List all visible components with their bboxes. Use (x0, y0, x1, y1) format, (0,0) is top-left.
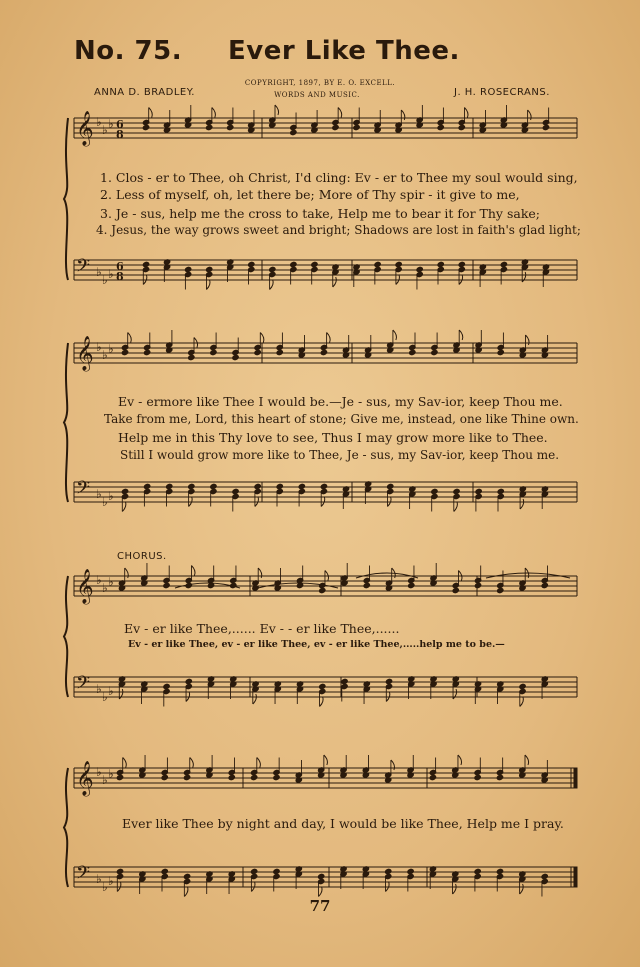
note-flag (333, 277, 337, 287)
note-head (496, 774, 503, 780)
note-head (269, 266, 276, 272)
verse-1-line: 1. Clos - er to Thee, oh Christ, I'd cling: Ev - er to Thee my soul would sing, (100, 170, 578, 185)
flat-sign-icon: ♭ (102, 348, 108, 362)
flat-sign-icon: ♭ (102, 123, 108, 137)
hymn-number: No. 75. (74, 36, 183, 66)
treble-clef-icon: 𝄞 (76, 111, 94, 146)
note-head (437, 261, 444, 267)
note-head (116, 774, 123, 780)
note-flag (206, 280, 210, 290)
note-head (374, 261, 381, 267)
note-head (458, 124, 465, 130)
flat-sign-icon: ♭ (102, 495, 108, 509)
final-lyric: Ever like Thee by night and day, I would be like Thee, Help me I pray. (122, 816, 564, 831)
note-head (228, 774, 235, 780)
note-head (144, 349, 151, 355)
note-head (409, 349, 416, 355)
note-head (341, 678, 348, 684)
note-flag (464, 108, 468, 118)
note-flag (191, 566, 195, 576)
treble-clef-icon: 𝄞 (76, 336, 94, 371)
note-head (185, 266, 192, 272)
note-head (474, 868, 481, 874)
note-head (437, 124, 444, 130)
note-head (385, 868, 392, 874)
flat-sign-icon: ♭ (102, 690, 108, 704)
note-head (363, 582, 370, 588)
note-flag (338, 108, 342, 118)
note-head (320, 483, 327, 489)
note-head (183, 774, 190, 780)
verse-2-line-2: Take from me, Lord, this heart of stone; Give me, instead, one like Thine own. (104, 412, 579, 426)
verse-1-line-2: Ev - ermore like Thee I would be.—Je - sus, my Sav-ior, keep Thou me. (118, 394, 563, 409)
time-signature-top: 6 (116, 260, 124, 273)
note-head (500, 261, 507, 267)
note-head (142, 124, 149, 130)
note-head (416, 266, 423, 272)
note-head (227, 124, 234, 130)
note-head (290, 129, 297, 135)
note-head (206, 266, 213, 272)
note-head (541, 873, 548, 879)
flat-sign-icon: ♭ (108, 117, 114, 131)
note-head (387, 483, 394, 489)
note-head (496, 868, 503, 874)
note-head (519, 683, 526, 689)
note-flag (318, 887, 322, 897)
verse-4-line: 4. Jesus, the way grows sweet and bright; Shadows are lost in faith's glad light; (96, 223, 581, 237)
treble-clef-icon: 𝄞 (76, 569, 94, 604)
note-head (276, 349, 283, 355)
note-flag (128, 333, 132, 343)
note-flag (122, 502, 126, 512)
bass-clef-icon: 𝄢 (76, 673, 91, 698)
time-signature-bottom: 8 (116, 128, 124, 141)
note-flag (190, 758, 194, 768)
flat-sign-icon: ♭ (96, 872, 102, 886)
note-head (332, 124, 339, 130)
note-flag (520, 884, 524, 894)
note-head (276, 483, 283, 489)
time-signature-bottom: 8 (116, 270, 124, 283)
flat-sign-icon: ♭ (102, 773, 108, 787)
chorus-label: CHORUS. (117, 551, 167, 562)
note-flag (320, 697, 324, 707)
flat-sign-icon: ♭ (108, 267, 114, 281)
note-flag (393, 330, 397, 340)
note-head (497, 587, 504, 593)
note-head (142, 261, 149, 267)
note-head (166, 483, 173, 489)
note-flag (212, 108, 216, 118)
note-head (395, 261, 402, 267)
note-flag (253, 694, 257, 704)
note-head (116, 868, 123, 874)
note-head (497, 349, 504, 355)
note-head (431, 349, 438, 355)
note-head (541, 582, 548, 588)
note-head (251, 774, 258, 780)
flat-sign-icon: ♭ (108, 767, 114, 781)
flat-sign-icon: ♭ (96, 765, 102, 779)
note-head (353, 124, 360, 130)
note-head (497, 488, 504, 494)
note-head (210, 349, 217, 355)
note-head (318, 873, 325, 879)
treble-clef-icon: 𝄞 (76, 761, 94, 796)
note-head (254, 349, 261, 355)
flat-sign-icon: ♭ (108, 342, 114, 356)
flat-sign-icon: ♭ (102, 880, 108, 894)
note-flag (260, 333, 264, 343)
note-head (453, 488, 460, 494)
bass-clef-icon: 𝄢 (76, 863, 91, 888)
note-head (298, 483, 305, 489)
note-head (431, 488, 438, 494)
time-signature-top: 6 (116, 118, 124, 131)
flat-sign-icon: ♭ (96, 265, 102, 279)
note-head (542, 124, 549, 130)
note-head (385, 678, 392, 684)
system-brace (64, 768, 68, 887)
note-head (319, 683, 326, 689)
flat-sign-icon: ♭ (96, 682, 102, 696)
note-head (183, 873, 190, 879)
flat-sign-icon: ♭ (102, 581, 108, 595)
note-flag (324, 755, 328, 765)
verse-3-line-2: Help me in this Thy love to see, Thus I may grow more like to Thee. (118, 430, 548, 445)
note-head (232, 354, 239, 360)
flat-sign-icon: ♭ (108, 489, 114, 503)
note-head (161, 868, 168, 874)
note-head (474, 582, 481, 588)
note-head (251, 868, 258, 874)
note-flag (520, 697, 524, 707)
note-head (273, 868, 280, 874)
note-flag (123, 758, 127, 768)
flat-sign-icon: ♭ (108, 575, 114, 589)
note-flag (458, 755, 462, 765)
copyright-line: COPYRIGHT, 1897, BY E. O. EXCELL. (244, 79, 396, 87)
note-head (210, 483, 217, 489)
note-head (206, 124, 213, 130)
note-flag (459, 330, 463, 340)
note-flag (257, 758, 261, 768)
note-flag (184, 887, 188, 897)
note-head (163, 683, 170, 689)
note-head (273, 774, 280, 780)
note-head (232, 488, 239, 494)
composer-credit: J. H. ROSECRANS. (454, 87, 550, 98)
note-flag (275, 105, 279, 115)
flat-sign-icon: ♭ (96, 487, 102, 501)
flat-sign-icon: ♭ (96, 573, 102, 587)
note-flag (520, 499, 524, 509)
flat-sign-icon: ♭ (96, 115, 102, 129)
note-head (121, 488, 128, 494)
note-head (254, 483, 261, 489)
flat-sign-icon: ♭ (96, 340, 102, 354)
verse-2-line: 2. Less of myself, oh, let there be; More of Thy spir - it give to me, (100, 187, 520, 202)
flat-sign-icon: ♭ (102, 273, 108, 287)
system-brace (64, 118, 68, 280)
bass-clef-icon: 𝄢 (76, 256, 91, 281)
note-head (407, 868, 414, 874)
note-head (474, 774, 481, 780)
note-head (185, 678, 192, 684)
note-head (248, 261, 255, 267)
words-and-music-line: WORDS AND MUSIC. (274, 91, 360, 99)
final-barline-thick (574, 867, 577, 887)
note-head (319, 587, 326, 593)
hymn-title: Ever Like Thee. (228, 36, 460, 66)
note-head (408, 582, 415, 588)
note-flag (149, 108, 153, 118)
final-barline-thick (574, 768, 577, 788)
note-head (311, 261, 318, 267)
note-head (188, 354, 195, 360)
bass-clef-icon: 𝄢 (76, 478, 91, 503)
note-flag (454, 502, 458, 512)
verse-3-line: 3. Je - sus, help me the cross to take, Help me to bear it for Thy sake; (100, 206, 541, 221)
note-head (188, 483, 195, 489)
note-head (163, 582, 170, 588)
note-head (475, 488, 482, 494)
system-brace (64, 343, 68, 502)
verse-4-line-2: Still I would grow more like to Thee, Je - sus, my Sav-ior, keep Thou me. (120, 448, 560, 462)
note-head (121, 349, 128, 355)
note-flag (525, 755, 529, 765)
note-flag (453, 884, 457, 894)
author-credit: ANNA D. BRADLEY. (94, 87, 195, 98)
note-head (144, 483, 151, 489)
note-head (161, 774, 168, 780)
chorus-bass-lyric: Ev - er like Thee, ev - er like Thee, ev - er like Thee,.....help me to be.— (128, 639, 505, 650)
page-number: 77 (309, 897, 331, 915)
note-head (452, 587, 459, 593)
chorus-treble-lyric: Ev - er like Thee,...... Ev - - er like Thee,...... (124, 621, 400, 636)
flat-sign-icon: ♭ (108, 684, 114, 698)
note-flag (327, 333, 331, 343)
note-head (458, 261, 465, 267)
note-head (290, 261, 297, 267)
note-head (429, 774, 436, 780)
flat-sign-icon: ♭ (108, 874, 114, 888)
note-head (320, 349, 327, 355)
note-flag (270, 280, 274, 290)
system-brace (64, 576, 68, 697)
